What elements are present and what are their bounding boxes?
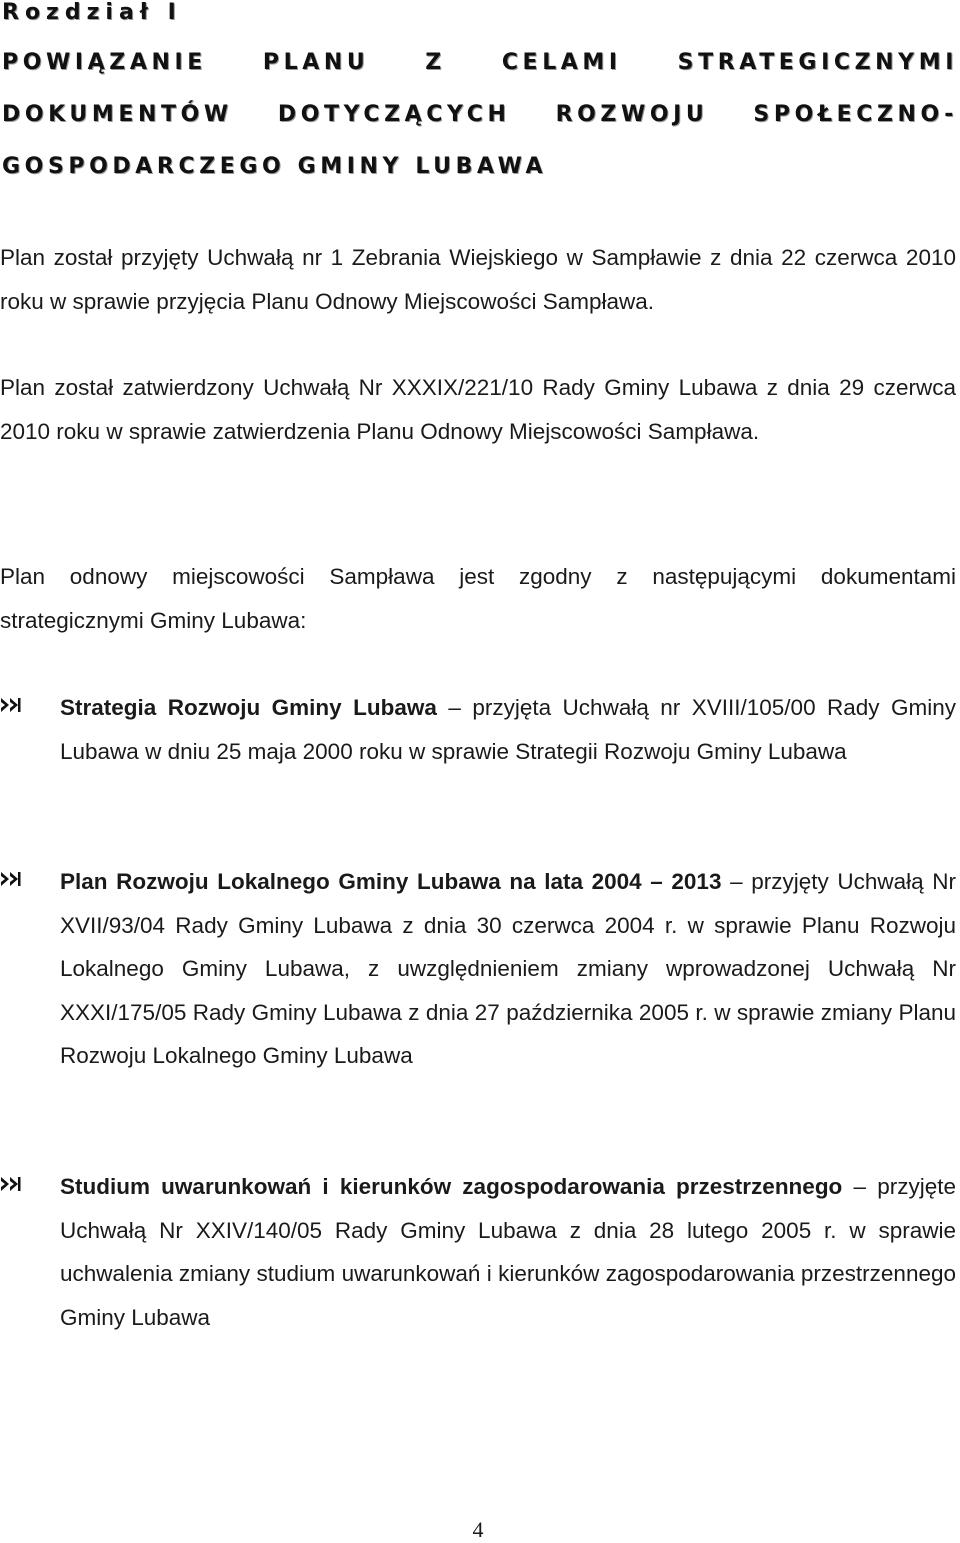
document-title: Strategia Rozwoju Gminy Lubawa	[60, 695, 437, 720]
chapter-title-line-1: POWIĄZANIE PLANU Z CELAMI STRATEGICZNYMI	[2, 50, 958, 75]
list-item-strategy	[0, 686, 956, 773]
document-title: Plan Rozwoju Lokalnego Gminy Lubawa na lata 2004 – 2013	[60, 869, 722, 894]
document-title: Studium uwarunkowań i kierunków zagospodarowania przestrzennego	[60, 1174, 843, 1199]
list-item-local-development-plan	[0, 860, 956, 1078]
double-arrow-bullet-icon	[0, 868, 22, 890]
chapter-heading: Rozdział I	[2, 0, 182, 25]
paragraph-adopted: Plan został przyjęty Uchwałą nr 1 Zebrania Wiejskiego w Sampławie z dnia 22 czerwca 2010 roku w sprawie przyjęcia Planu Odnowy Miejscowości Sampława.	[0, 245, 956, 314]
paragraph-consistency: Plan odnowy miejscowości Sampława jest zgodny z następującymi dokumentami strategicznymi Gminy Lubawa:	[0, 564, 956, 633]
list-item-spatial-study	[0, 1165, 956, 1339]
document-description: – przyjęta Uchwałą nr XVIII/105/00 Rady Gminy Lubawa w dniu 25 maja 2000 roku w sprawie Strategii Rozwoju Gminy Lubawa	[60, 695, 957, 764]
document-description: – przyjęty Uchwałą Nr XVII/93/04 Rady Gminy Lubawa z dnia 30 czerwca 2004 r. w sprawie Planu Rozwoju Lokalnego Gminy Lubawa, z uwzględnieniem zmiany wprowadzonej Uchwałą Nr XXXI/175/05 Rady Gminy Lubawa z dnia 27 października 2005 r. w sprawie zmiany Planu Rozwoju Lokalnego Gminy Lubawa	[60, 869, 956, 1068]
double-arrow-bullet-icon	[0, 1173, 22, 1195]
page-number: 4	[472, 1517, 484, 1542]
chapter-title-line-2: DOKUMENTÓW DOTYCZĄCYCH ROZWOJU SPOŁECZNO-	[2, 102, 958, 127]
list-item-text	[60, 686, 956, 773]
double-arrow-bullet-icon	[0, 694, 22, 716]
paragraph-approved: Plan został zatwierdzony Uchwałą Nr XXXIX/221/10 Rady Gminy Lubawa z dnia 29 czerwca 2010 roku w sprawie zatwierdzenia Planu Odnowy Miejscowości Sampława.	[0, 375, 956, 444]
list-item-text	[60, 860, 956, 1078]
list-item-text	[60, 1165, 956, 1339]
document-description: – przyjęte Uchwałą Nr XXIV/140/05 Rady Gminy Lubawa z dnia 28 lutego 2005 r. w sprawie uchwalenia zmiany studium uwarunkowań i kierunków zagospodarowania przestrzennego Gminy Lubawa	[60, 1174, 956, 1330]
chapter-title-line-3: GOSPODARCZEGO GMINY LUBAWA	[2, 154, 548, 179]
